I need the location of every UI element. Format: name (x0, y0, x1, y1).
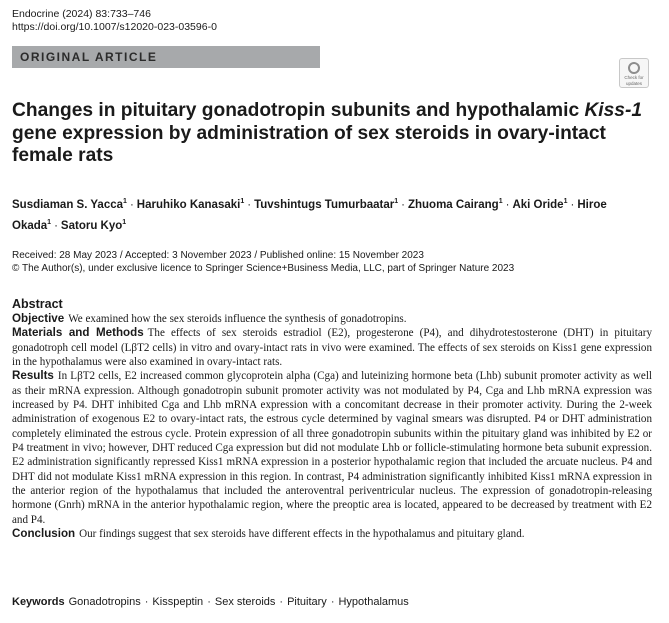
author-separator: · (54, 219, 58, 232)
author-name[interactable]: Hiroe Okada (12, 198, 607, 232)
abstract-methods (12, 326, 652, 369)
author-separator: · (247, 198, 252, 211)
abstract-conclusion (12, 527, 652, 541)
keyword-separator: · (330, 596, 335, 608)
keyword[interactable]: Kisspeptin (152, 596, 204, 608)
author-name[interactable]: Susdiaman S. Yacca (12, 198, 124, 211)
doi-link[interactable]: https://doi.org/10.1007/s12020-023-03596-0 (12, 21, 217, 33)
methods-text: The effects of sex steroids estradiol (E2), progesterone (P4), and dihydrotestosterone (DHT) in pituitary gonadotroph cell model (LβT2 cells) in vitro and ovary-intact rats in vivo were examined. The effects of sex steroids on Kiss1 gene expression in the hypothalamus were also examined in ovary-intact rats. (12, 327, 652, 369)
title-part-1: Changes in pituitary gonadotropin subunits and hypothalamic (12, 100, 585, 121)
author-separator: · (570, 198, 575, 211)
copyright-notice: © The Author(s), under exclusive licence to Springer Science+Business Media, LLC, part of Springer Nature 2023 (12, 263, 515, 274)
author-affiliation: 1 (47, 218, 52, 226)
author-affiliation: 1 (240, 198, 245, 205)
author-name[interactable]: Haruhiko Kanasaki (136, 198, 241, 211)
author-name[interactable]: Tuvshintugs Tumurbaatar (254, 198, 395, 211)
author-separator: · (401, 198, 405, 211)
results-label: Results (12, 369, 54, 383)
article-type-banner (12, 46, 320, 68)
article-title (12, 100, 652, 168)
keywords-list (69, 596, 409, 608)
publication-dates: Received: 28 May 2023 / Accepted: 3 November 2023 / Published online: 15 November 2023 (12, 250, 424, 261)
methods-label: Materials and Methods (12, 326, 144, 340)
keywords-label: Keywords (12, 596, 65, 608)
abstract-body (12, 312, 652, 542)
author-name[interactable]: Zhuoma Cairang (407, 198, 499, 211)
title-gene-name: Kiss-1 (584, 100, 643, 121)
keyword-separator: · (207, 596, 211, 608)
author-separator: · (505, 198, 510, 211)
objective-label: Objective (12, 312, 65, 325)
author-separator: · (129, 198, 134, 211)
keyword[interactable]: Gonadotropins (68, 596, 141, 608)
conclusion-label: Conclusion (12, 527, 76, 541)
keyword-separator: · (279, 596, 284, 608)
author-name[interactable]: Aki Oride (512, 198, 564, 211)
keyword[interactable]: Sex steroids (214, 596, 276, 608)
author-affiliation: 1 (123, 198, 127, 205)
journal-citation: Endocrine (2024) 83:733–746 (12, 8, 151, 20)
author-name[interactable]: Satoru Kyo (60, 219, 123, 232)
objective-text: We examined how the sex steroids influence the synthesis of gonadotropins. (68, 313, 407, 325)
abstract-heading: Abstract (12, 297, 63, 311)
keyword[interactable]: Pituitary (287, 596, 327, 608)
author-affiliation: 1 (498, 198, 503, 205)
keyword-separator: · (144, 596, 149, 608)
updates-label: updates (625, 81, 642, 86)
abstract-objective (12, 312, 652, 326)
title-part-2: gene expression by administration of sex steroids in ovary-intact female rats (12, 122, 606, 166)
keywords-section (12, 595, 409, 609)
check-for-label: Check for (624, 75, 644, 80)
article-type-label: ORIGINAL ARTICLE (20, 50, 158, 64)
author-affiliation: 1 (122, 218, 127, 226)
keyword[interactable]: Hypothalamus (338, 596, 409, 608)
refresh-icon (628, 62, 640, 74)
author-list (12, 193, 652, 235)
abstract-results (12, 369, 652, 527)
author-affiliation: 1 (394, 198, 399, 205)
author-affiliation: 1 (563, 198, 568, 205)
conclusion-text: Our findings suggest that sex steroids have different effects in the hypothalamus and pituitary gland. (79, 528, 525, 541)
results-text: In LβT2 cells, E2 increased common glycoprotein alpha (Cga) and luteinizing hormone beta (Lhb) subunit promoter activity as well as their mRNA expression. Although gonadotropin subunit promoter activity was not modulated by P4, Cga and Lhb mRNA expression was increased by P4. DHT inhibited Cga and Lhb mRNA expression with a concomitant decrease in their promoter activity. During the 2-week administration of exogenous E2 to ovary-intact rats, the estrous cycle determined by vaginal smears was disrupted. P4 or DHT administration completely eliminated the estrous cycle. Protein expression of all three gonadotropin subunits within the pituitary gland was inhibited by E2 or P4 treatment in vivo; however, DHT reduced Cga expression but did not modulate Lhb or follicle-stimulating hormone beta subunit expression. E2 administration significantly repressed Kiss1 mRNA expression in a posterior hypothalamic region that included the arcuate nucleus. P4 and DHT did not modulate Kiss1 mRNA expression in this region. In contrast, P4 administration significantly inhibited Kiss1 mRNA expression in the anterior region of the hypothalamus that included the anteroventral periventricular nucleus. The expression of gonadotropin-releasing hormone (Gnrh) mRNA in the anterior hypothalamic region, where the preoptic area is located, appeared to be decreased by treatment with E2 and P4. (12, 370, 652, 526)
check-for-updates-button[interactable] (619, 58, 649, 88)
